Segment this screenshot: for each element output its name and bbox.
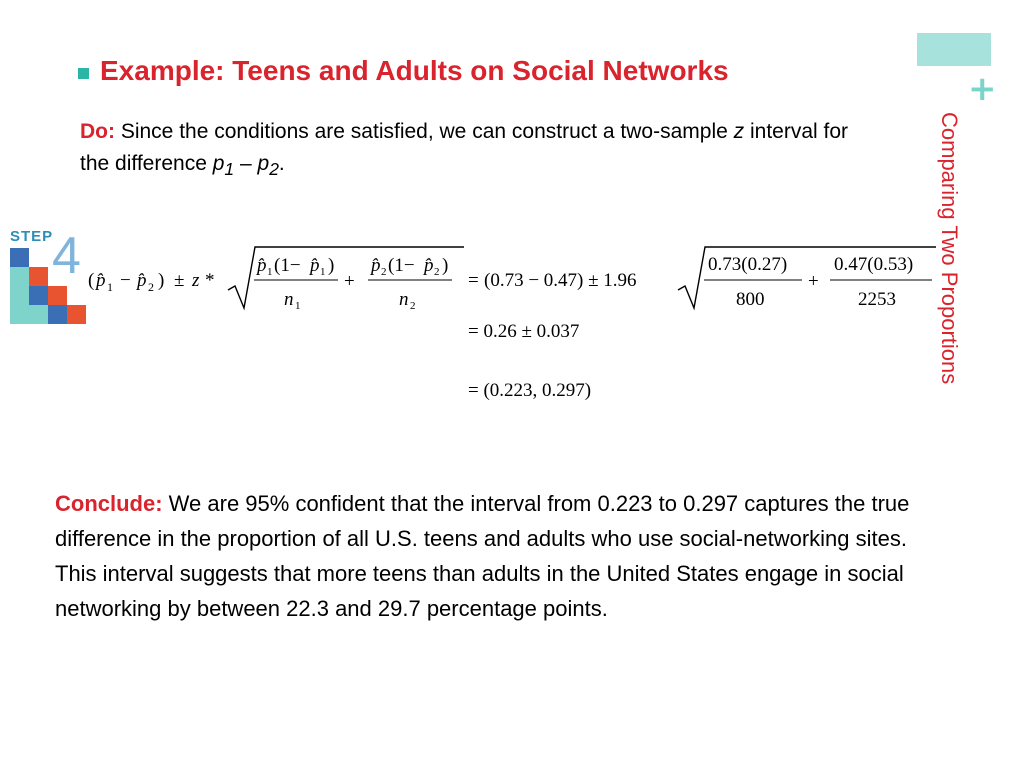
step-4-icon bbox=[8, 228, 90, 326]
formula-plus-1: + bbox=[344, 271, 355, 292]
step-square bbox=[10, 267, 29, 286]
formula-frac2-p-hat-2: p̂ bbox=[424, 255, 434, 276]
z-symbol: z bbox=[733, 120, 745, 143]
p1-subscript: 1 bbox=[224, 159, 235, 180]
formula-z-star: z * bbox=[192, 270, 214, 291]
formula-num2: 0.47(0.53) bbox=[834, 254, 914, 275]
corner-accent-block bbox=[917, 33, 991, 66]
formula-den2: 2253 bbox=[858, 289, 896, 310]
p2-subscript: 2 bbox=[269, 159, 279, 180]
formula-line3: = (0.223, 0.297) bbox=[468, 380, 592, 401]
formula-line2: = 0.26 ± 0.037 bbox=[468, 321, 580, 342]
p1-symbol: p bbox=[212, 152, 225, 175]
formula-minus: − bbox=[120, 270, 131, 291]
step-word: STEP bbox=[10, 228, 54, 245]
formula-frac2-close: ) bbox=[442, 255, 449, 276]
formula-open-paren: ( bbox=[88, 270, 95, 291]
formula-line1-value: (0.73 − 0.47) ± 1.96 bbox=[484, 270, 637, 291]
formula-plus-2: + bbox=[808, 271, 819, 292]
confidence-interval-formula bbox=[86, 238, 946, 418]
formula-p2-hat: p̂ bbox=[137, 270, 147, 291]
formula-sub-1: 1 bbox=[107, 280, 113, 294]
formula-frac1-one-minus: (1− bbox=[274, 255, 301, 276]
formula-den1: 800 bbox=[736, 289, 765, 310]
step-square bbox=[67, 305, 86, 324]
p2-symbol: p bbox=[257, 152, 270, 175]
formula-frac2-n: n bbox=[399, 289, 409, 310]
step-square bbox=[48, 286, 67, 305]
do-text-part-1: Since the conditions are satisfied, we can construct a two-sample bbox=[115, 120, 734, 143]
step-square bbox=[10, 286, 29, 305]
step-square bbox=[29, 267, 48, 286]
formula-frac2-n-sub: 2 bbox=[410, 300, 416, 312]
formula-num1: 0.73(0.27) bbox=[708, 254, 788, 275]
dash-symbol: – bbox=[234, 152, 258, 175]
step-number: 4 bbox=[52, 227, 81, 285]
conclude-text: We are 95% confident that the interval from 0.223 to 0.297 captures the true difference in the proportion of all U.S. teens and adults who use social-networking sites. This interval suggests that more teens than adults in the United States engage in social networking by between 22.3 and 29.7 percentage points. bbox=[55, 491, 910, 621]
formula-frac1-sub-2: 1 bbox=[320, 266, 326, 278]
title-row bbox=[78, 55, 729, 87]
formula-frac2-sub: 2 bbox=[381, 266, 387, 278]
formula-frac1-n: n bbox=[284, 289, 294, 310]
formula-frac1-close: ) bbox=[328, 255, 335, 276]
formula-plus-minus: ± bbox=[174, 270, 185, 291]
slide-title: Example: Teens and Adults on Social Networks bbox=[100, 55, 729, 86]
formula-frac2-one-minus: (1− bbox=[388, 255, 415, 276]
step-square bbox=[48, 305, 67, 324]
do-label: Do: bbox=[80, 120, 115, 143]
formula-frac2-p-hat: p̂ bbox=[371, 255, 381, 276]
formula-frac1-p-hat-2: p̂ bbox=[310, 255, 320, 276]
step-square bbox=[10, 248, 29, 267]
conclude-label: Conclude: bbox=[55, 491, 163, 516]
plus-icon: + bbox=[968, 69, 997, 109]
formula-frac2-sub-2: 2 bbox=[434, 266, 440, 278]
square-bullet-icon bbox=[78, 68, 89, 79]
formula-p1-hat: p̂ bbox=[96, 270, 106, 291]
formula-close-paren: ) bbox=[158, 270, 165, 291]
formula-frac1-sub: 1 bbox=[267, 266, 273, 278]
formula-frac1-n-sub: 1 bbox=[295, 300, 301, 312]
conclude-paragraph bbox=[55, 486, 945, 626]
do-text-part-2: interval for the difference bbox=[80, 120, 849, 175]
step-square bbox=[29, 286, 48, 305]
period: . bbox=[278, 152, 285, 175]
step-square bbox=[10, 305, 29, 324]
formula-frac1-p-hat: p̂ bbox=[257, 255, 267, 276]
formula-sub-2: 2 bbox=[148, 280, 154, 294]
formula-equals-1: = bbox=[468, 270, 479, 291]
section-side-title: Comparing Two Proportions bbox=[937, 112, 962, 385]
step-square bbox=[29, 305, 48, 324]
do-paragraph bbox=[80, 116, 880, 185]
